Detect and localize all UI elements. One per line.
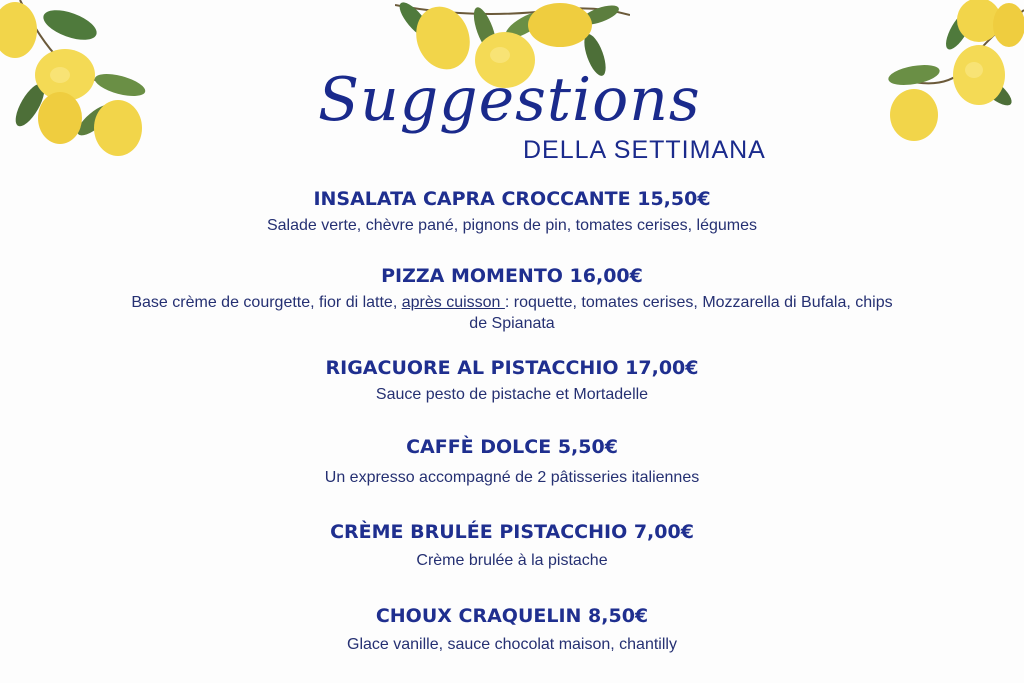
menu-item-description: Salade verte, chèvre pané, pignons de pin, tomates cerises, légumes bbox=[266, 217, 758, 234]
description-pre: Base crème de courgette, fior di latte, bbox=[131, 294, 402, 311]
menu-item-name: RIGACUORE AL PISTACCHIO 17,00€ bbox=[325, 357, 699, 379]
menu-item-description: Glace vanille, sauce chocolat maison, chantilly bbox=[347, 636, 677, 653]
menu-item bbox=[0, 604, 1024, 655]
menu-item bbox=[0, 356, 1024, 405]
menu-item-name: CRÈME BRULÉE PISTACCHIO 7,00€ bbox=[330, 521, 694, 543]
menu-item bbox=[0, 264, 1024, 334]
menu-item-name: INSALATA CAPRA CROCCANTE 15,50€ bbox=[313, 188, 711, 210]
title-subtitle: DELLA SETTIMANA bbox=[523, 136, 766, 164]
menu-item-name: PIZZA MOMENTO 16,00€ bbox=[381, 265, 643, 287]
title-script: Suggestions bbox=[318, 65, 701, 135]
menu-item-description: Un expresso accompagné de 2 pâtisseries italiennes bbox=[324, 469, 700, 486]
menu-item-description: Sauce pesto de pistache et Mortadelle bbox=[375, 386, 649, 403]
description-post: : roquette, tomates cerises, Mozzarella di Bufala, chips de Spianata bbox=[469, 294, 893, 332]
description-underlined: après cuisson bbox=[401, 294, 505, 311]
menu-item-description bbox=[122, 292, 902, 334]
menu-item-name: CHOUX CRAQUELIN 8,50€ bbox=[375, 605, 649, 627]
menu-item bbox=[0, 435, 1024, 488]
menu-item bbox=[0, 520, 1024, 571]
menu-item-description: Crème brulée à la pistache bbox=[416, 552, 608, 569]
menu-item bbox=[0, 187, 1024, 236]
menu-item-name: CAFFÈ DOLCE 5,50€ bbox=[406, 436, 618, 458]
